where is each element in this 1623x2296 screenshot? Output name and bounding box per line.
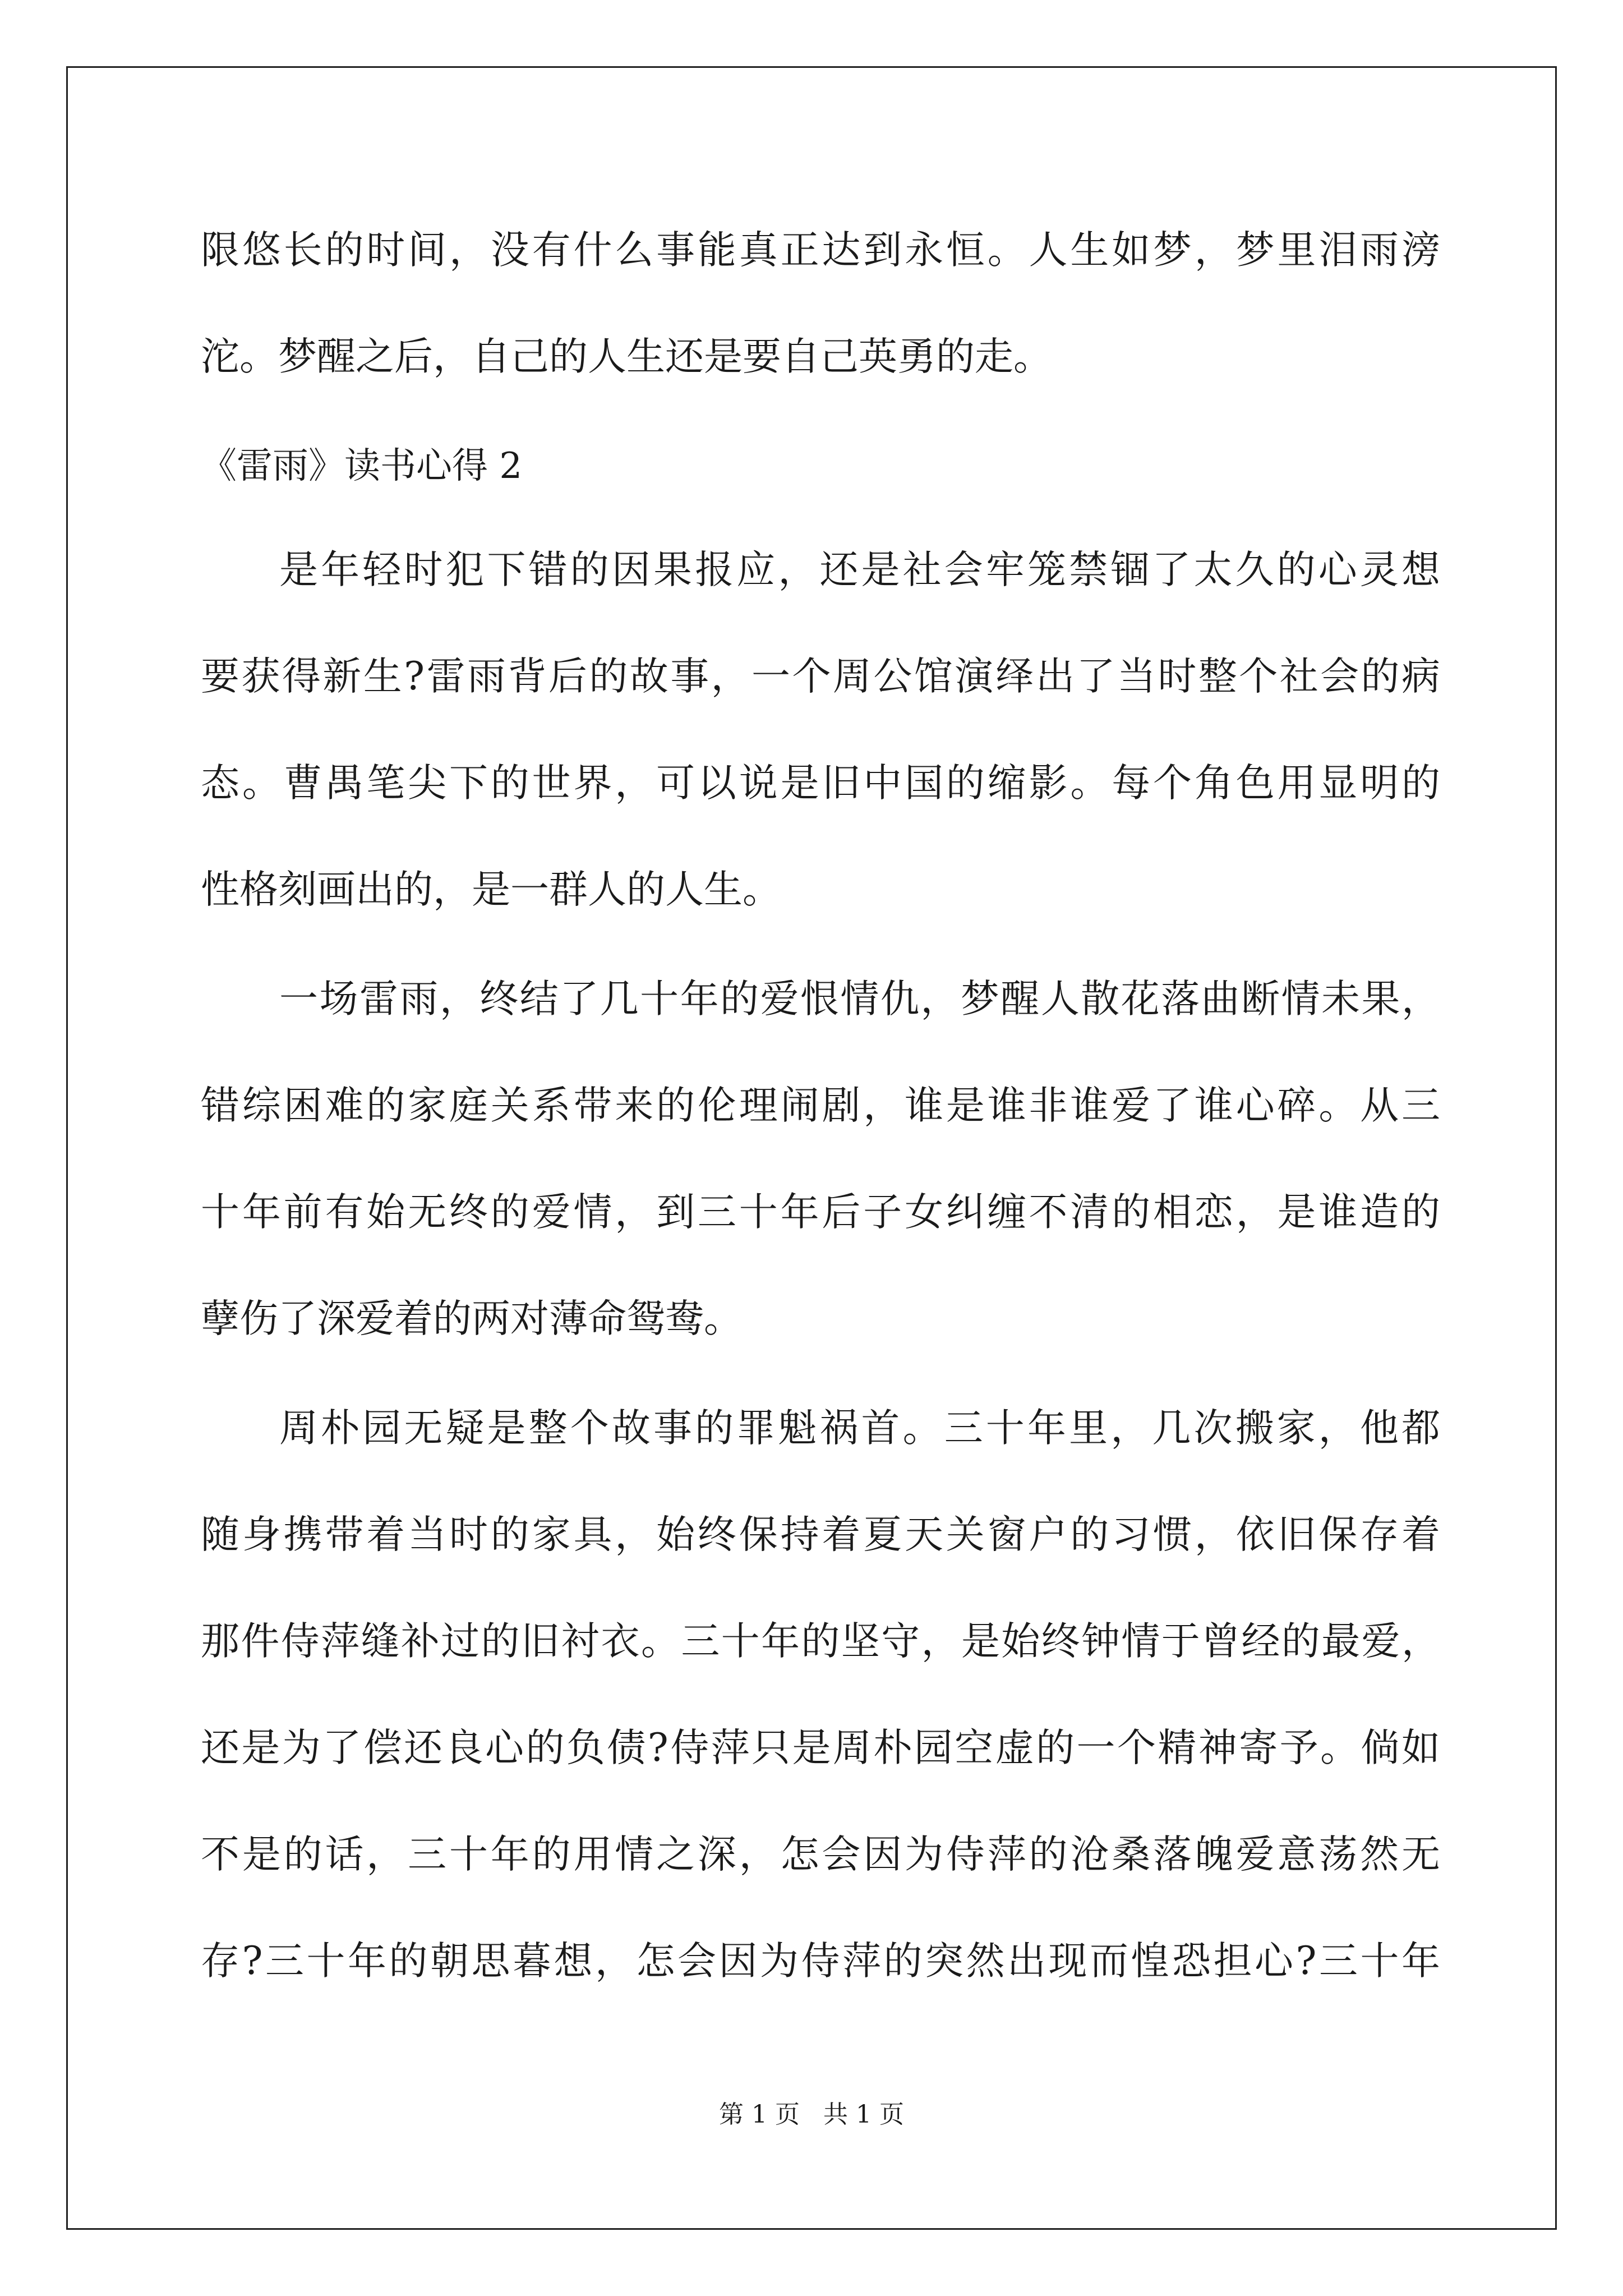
text-line: 沱。梦醒之后，自己的人生还是要自己英勇的走。 [201, 334, 1052, 379]
text-line: 那件侍萍缝补过的旧衬衣。三十年的坚守，是始终钟情于曾经的最爱， [201, 1619, 1440, 1664]
text-line: 态。曹禺笔尖下的世界，可以说是旧中国的缩影。每个角色用显明的 [201, 761, 1440, 806]
text-line: 不是的话，三十年的用情之深，怎会因为侍萍的沧桑落魄爱意荡然无 [201, 1832, 1440, 1877]
text-line: 孽伤了深爱着的两对薄命鸳鸯。 [201, 1296, 743, 1341]
text-line: 周朴园无疑是整个故事的罪魁祸首。三十年里，几次搬家，他都 [279, 1406, 1440, 1451]
text-line: 是年轻时犯下错的因果报应，还是社会牢笼禁锢了太久的心灵想 [279, 547, 1440, 592]
text-line: 十年前有始无终的爱情，到三十年后子女纠缠不清的相恋，是谁造的 [201, 1190, 1440, 1235]
section-heading: 《雷雨》读书心得 2 [201, 445, 523, 487]
text-line: 随身携带着当时的家具，始终保持着夏天关窗户的习惯，依旧保存着 [201, 1512, 1440, 1557]
text-line: 错综困难的家庭关系带来的伦理闹剧，谁是谁非谁爱了谁心碎。从三 [201, 1083, 1440, 1128]
text-line: 要获得新生?雷雨背后的故事，一个周公馆演绎出了当时整个社会的病 [201, 654, 1440, 699]
text-line: 还是为了偿还良心的负债?侍萍只是周朴园空虚的一个精神寄予。倘如 [201, 1726, 1440, 1770]
text-line: 限悠长的时间，没有什么事能真正达到永恒。人生如梦，梦里泪雨滂 [201, 228, 1440, 273]
text-line: 存?三十年的朝思暮想，怎会因为侍萍的突然出现而惶恐担心?三十年 [201, 1939, 1440, 1984]
text-line: 性格刻画出的，是一群人的人生。 [201, 867, 781, 912]
page-border [66, 66, 1557, 2230]
page-number-footer: 第 1 页 共 1 页 [719, 2100, 904, 2129]
text-line: 一场雷雨，终结了几十年的爱恨情仇，梦醒人散花落曲断情未果， [279, 977, 1440, 1022]
